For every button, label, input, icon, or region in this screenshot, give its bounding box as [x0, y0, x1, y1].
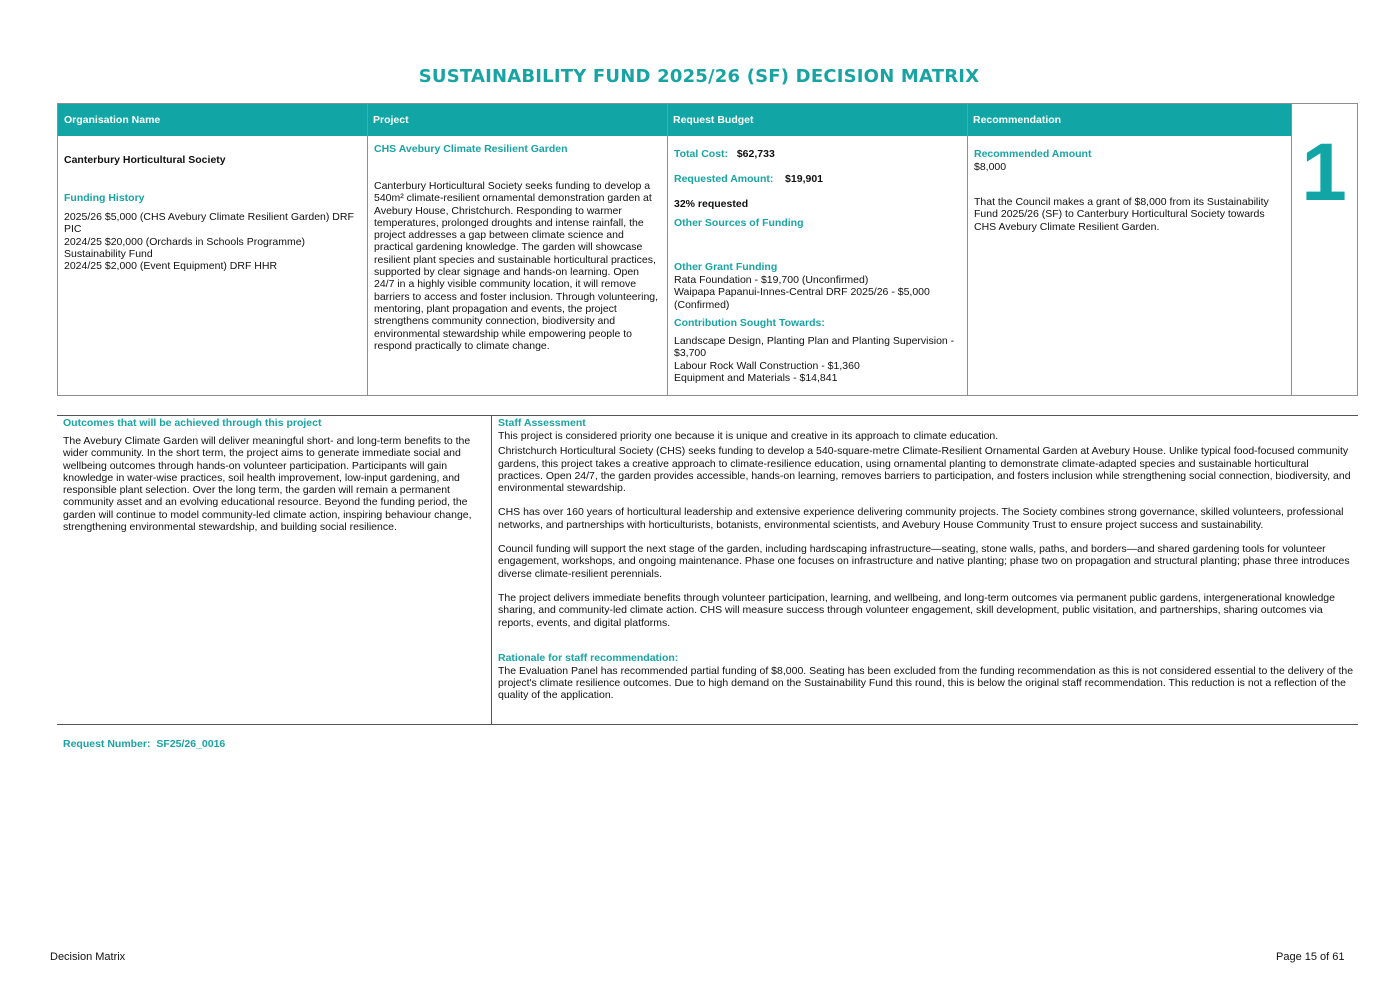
outcomes-cell — [63, 417, 483, 533]
funding-history-item: 2024/25 $2,000 (Event Equipment) DRF HHR — [64, 260, 278, 273]
header-recommendation: Recommendation — [967, 104, 1291, 136]
funding-history-label: Funding History — [64, 192, 145, 204]
footer-left: Decision Matrix — [50, 951, 126, 963]
funding-history-list — [64, 211, 360, 272]
contribution-sought-label: Contribution Sought Towards: — [674, 317, 825, 329]
assessment-paragraph: Christchurch Horticultural Society (CHS) seeks funding to develop a 540-square-metre Climate-Resilient Ornamental Garden at Avebury House. Unlike typical food-focused community gardens, this project takes a creative approach to climate-resilience education, using ornamental planting to demonstrate climate-adapted species and sustainable horticultural practices. Open 24/7, the garden provides accessible, hands-on learning, removes barriers to participation, and fosters inclusion while strengthening social connection, biodiversity, and environmental stewardship. — [498, 445, 1351, 495]
requested-amount-value: $19,901 — [785, 173, 824, 185]
project-description: Canterbury Horticultural Society seeks funding to develop a 540m² climate-resilient ornamental demonstration garden at Avebury House, Christchurch. Responding to warmer temperatures, prolonged droughts and intense rainfall, the project addresses a gap between climate science and practical gardening knowledge. The garden will showcase resilient plant species and sustainable horticultural practices, supported by clear signage and hands-on learning. Open 24/7 in a highly visible community location, it will remove barriers to access and foster inclusion. Through volunteering, mentoring, plant propagation and events, the project strengthens community connection, biodiversity and environmental stewardship while empowering people to respond practically to climate change. — [374, 180, 659, 352]
divider — [491, 416, 492, 724]
staff-assessment-label: Staff Assessment — [498, 417, 586, 429]
priority-rank: 1 — [1301, 127, 1347, 218]
assessment-paragraph: The project delivers immediate benefits through volunteer participation, learning, and wellbeing, and long-term outcomes via permanent public gardens, intergenerational knowledge sharing, and community-led climate action. CHS will measure success through volunteer engagement, skill development, public visitation, and partnerships, sharing outcomes via reports, events, and digital platforms. — [498, 591, 1335, 629]
total-cost-value: $62,733 — [736, 148, 775, 160]
header-budget: Request Budget — [667, 104, 967, 136]
organisation-cell — [58, 136, 367, 395]
assessment-paragraph: CHS has over 160 years of horticultural leadership and extensive experience delivering community projects. The Society combines strong governance, skilled volunteers, professional networks, and partnerships with horticulturists, botanists, environmental scientists, and Avebury House Community Trust to ensure project success and sustainability. — [498, 506, 1344, 531]
budget-cell — [667, 136, 967, 395]
outcomes-label: Outcomes that will be achieved through this project — [63, 417, 322, 429]
staff-assessment-cell — [498, 417, 1354, 702]
organisation-name: Canterbury Horticultural Society — [64, 154, 226, 166]
other-grant-item: Rata Foundation - $19,700 (Unconfirmed) — [674, 274, 869, 286]
other-grant-list — [674, 274, 962, 311]
recommendation-cell — [967, 136, 1291, 395]
other-sources-label: Other Sources of Funding — [674, 217, 804, 229]
request-number-label: Request Number: — [63, 738, 151, 750]
requested-amount-label: Requested Amount: — [674, 173, 774, 185]
contribution-item: Equipment and Materials - $14,841 — [674, 371, 838, 384]
percent-requested: 32% requested — [674, 198, 749, 210]
rationale-label: Rationale for staff recommendation: — [498, 651, 679, 664]
other-grant-label: Other Grant Funding — [674, 261, 778, 273]
decision-table — [57, 103, 1358, 396]
assessment-paragraph: This project is considered priority one because it is unique and creative in its approach to climate education. — [498, 430, 999, 442]
contribution-item: Labour Rock Wall Construction - $1,360 — [674, 359, 860, 372]
recommended-amount-label: Recommended Amount — [974, 148, 1092, 160]
assessment-section — [57, 415, 1358, 725]
funding-history-item: 2025/26 $5,000 (CHS Avebury Climate Resilient Garden) DRF PIC — [64, 211, 354, 236]
rationale-text: The Evaluation Panel has recommended partial funding of $8,000. Seating has been excluded from the funding recommendation as this is not considered essential to the delivery of the project's climate resilience outcomes. Due to high demand on the Sustainability Fund this round, this is below the original staff recommendation. This reduction is not a reflection of the quality of the application. — [498, 664, 1354, 702]
header-organisation: Organisation Name — [58, 104, 367, 136]
project-cell — [367, 136, 667, 395]
recommendation-text: That the Council makes a grant of $8,000 from its Sustainability Fund 2025/26 (SF) to Canterbury Horticultural Society towards CHS Avebury Climate Resilient Garden. — [974, 196, 1269, 233]
other-grant-item: Waipapa Papanui-Innes-Central DRF 2025/26 - $5,000 (Confirmed) — [674, 286, 930, 311]
page-number: Page 15 of 61 — [1276, 951, 1345, 963]
project-name: CHS Avebury Climate Resilient Garden — [374, 143, 568, 155]
page-title: SUSTAINABILITY FUND 2025/26 (SF) DECISION MATRIX — [418, 66, 980, 87]
funding-history-item: 2024/25 $20,000 (Orchards in Schools Programme) Sustainability Fund — [64, 235, 306, 260]
assessment-paragraph: Council funding will support the next stage of the garden, including hardscaping infrastructure—seating, stone walls, paths, and borders—and shared gardening tools for volunteer engagement, workshops, and ongoing maintenance. Phase one focuses on infrastructure and native planting; phase two on propagation and structural planting; phase three introduces diverse climate-resilient perennials. — [498, 543, 1350, 580]
header-project: Project — [367, 104, 667, 136]
contribution-item: Landscape Design, Planting Plan and Planting Supervision - $3,700 — [674, 335, 955, 360]
total-cost — [674, 148, 775, 160]
contribution-sought-list — [674, 335, 962, 384]
requested-amount — [674, 173, 823, 185]
outcomes-text: The Avebury Climate Garden will deliver meaningful short- and long-term benefits to the wider community. In the short term, the project aims to generate immediate social and wellbeing outcomes through hands-on volunteer participation. Participants will gain knowledge in water-wise practices, soil health improvement, low-input gardening, and responsible plant selection. Over the long term, the garden will remain a permanent community asset and an evolving educational resource. Beyond the funding period, the garden will continue to model community-led climate action, inspiring behaviour change, strengthening environmental stewardship, and building social resilience. — [63, 435, 472, 534]
recommended-amount-value: $8,000 — [974, 161, 1007, 173]
request-number-value: SF25/26_0016 — [156, 738, 226, 750]
total-cost-label: Total Cost: — [674, 148, 729, 160]
request-number — [63, 738, 225, 750]
